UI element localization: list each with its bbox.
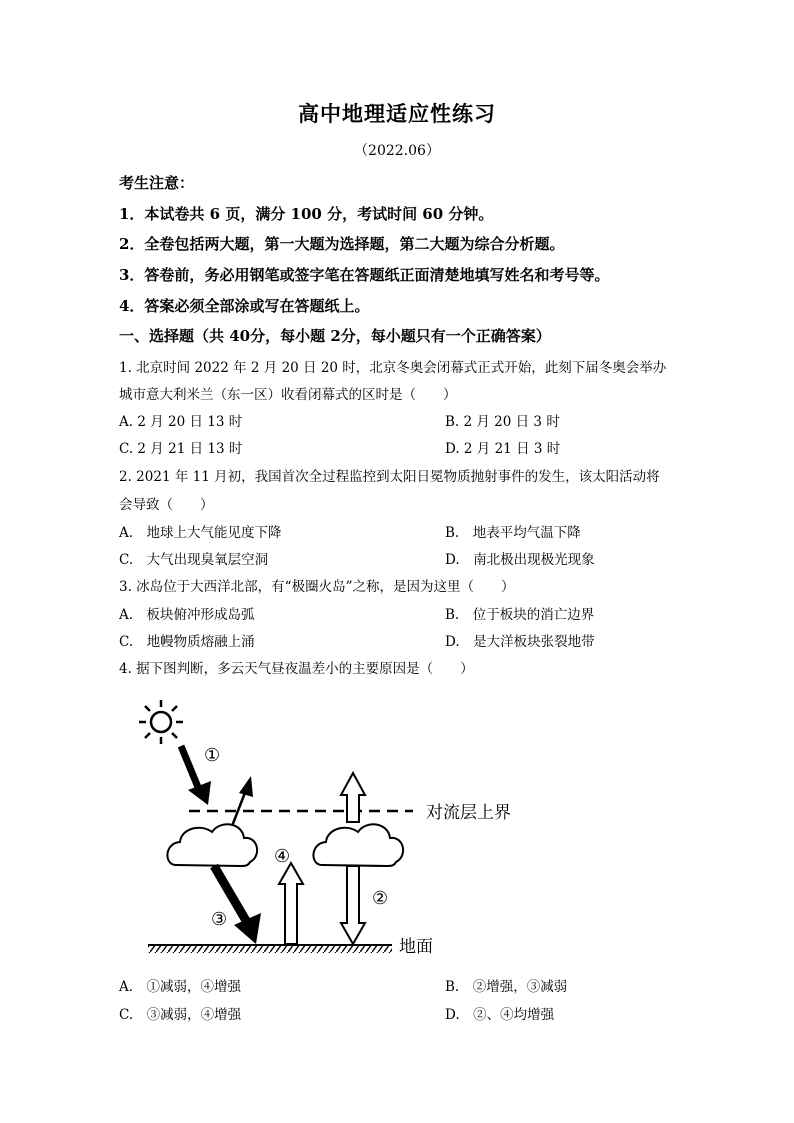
label-m3: ③ bbox=[211, 909, 228, 930]
ground-surface bbox=[148, 945, 392, 953]
question-stem: 3. 冰岛位于大西洋北部，有“极圈火岛”之称，是因为这里（ ） bbox=[119, 579, 515, 595]
answer-option: A. 板块俯冲形成岛弧 bbox=[119, 607, 255, 623]
answer-option: A. 地球上大气能见度下降 bbox=[119, 525, 282, 541]
label-tropopause: 对流层上界 bbox=[426, 803, 511, 823]
answer-option: C. 地幔物质熔融上涌 bbox=[119, 634, 255, 650]
question-stem: 4. 据下图判断，多云天气昼夜温差小的主要原因是（ ） bbox=[119, 661, 474, 677]
label-m2: ② bbox=[372, 888, 389, 909]
answer-option: B. 地表平均气温下降 bbox=[445, 525, 581, 541]
answer-option: A. 2 月 20 日 13 时 bbox=[119, 414, 243, 430]
answer-option: C. 大气出现臭氧层空洞 bbox=[119, 552, 269, 568]
ground-radiation-arrow bbox=[279, 863, 303, 944]
notice-item: 1．本试卷共 6 页，满分 100 分，考试时间 60 分钟。 bbox=[119, 205, 494, 223]
notice-heading: 考生注意： bbox=[119, 174, 195, 192]
label-m1: ① bbox=[204, 745, 221, 766]
section-heading: 一、选择题（共 40分，每小题 2分，每小题只有一个正确答案） bbox=[119, 327, 551, 345]
cloud-icon bbox=[167, 824, 257, 866]
answer-option: C. ③减弱，④增强 bbox=[119, 1007, 242, 1023]
page-title: 高中地理适应性练习 bbox=[298, 101, 496, 126]
answer-option: A. ①减弱，④增强 bbox=[119, 979, 242, 995]
answer-option: D. 2 月 21 日 3 时 bbox=[445, 441, 561, 457]
surface-radiation-arrow bbox=[214, 866, 261, 944]
answer-option: D. 是大洋板块张裂地带 bbox=[445, 634, 595, 650]
answer-option: B. ②增强，③减弱 bbox=[445, 979, 568, 995]
question-stem: 1. 北京时间 2022 年 2 月 20 日 20 时，北京冬奥会闭幕式正式开始，此刻下届冬奥会举办 bbox=[119, 360, 667, 376]
exam-date: （2022.06） bbox=[354, 143, 440, 159]
notice-item: 3．答卷前，务必用钢笔或签字笔在答题纸正面清楚地填写姓名和考号等。 bbox=[119, 266, 610, 284]
answer-option: D. 南北极出现极光现象 bbox=[445, 552, 595, 568]
answer-option: D. ②、④均增强 bbox=[445, 1007, 555, 1023]
label-ground: 地面 bbox=[399, 937, 433, 957]
answer-option: B. 2 月 20 日 3 时 bbox=[445, 414, 560, 430]
cloud-icon bbox=[313, 824, 403, 866]
question-stem: 会导致（ ） bbox=[119, 497, 214, 513]
answer-option: B. 位于板块的消亡边界 bbox=[445, 607, 595, 623]
label-m4: ④ bbox=[274, 846, 291, 867]
notice-item: 2．全卷包括两大题，第一大题为选择题，第二大题为综合分析题。 bbox=[119, 235, 565, 253]
sun-icon bbox=[139, 700, 183, 744]
notice-item: 4．答案必须全部涂或写在答题纸上。 bbox=[119, 297, 370, 315]
question-stem: 城市意大利米兰（东一区）收看闭幕式的区时是（ ） bbox=[119, 387, 457, 403]
answer-option: C. 2 月 21 日 13 时 bbox=[119, 441, 243, 457]
question-stem: 2. 2021 年 11 月初，我国首次全过程监控到太阳日冕物质抛射事件的发生，该太阳活动将 bbox=[119, 469, 660, 485]
